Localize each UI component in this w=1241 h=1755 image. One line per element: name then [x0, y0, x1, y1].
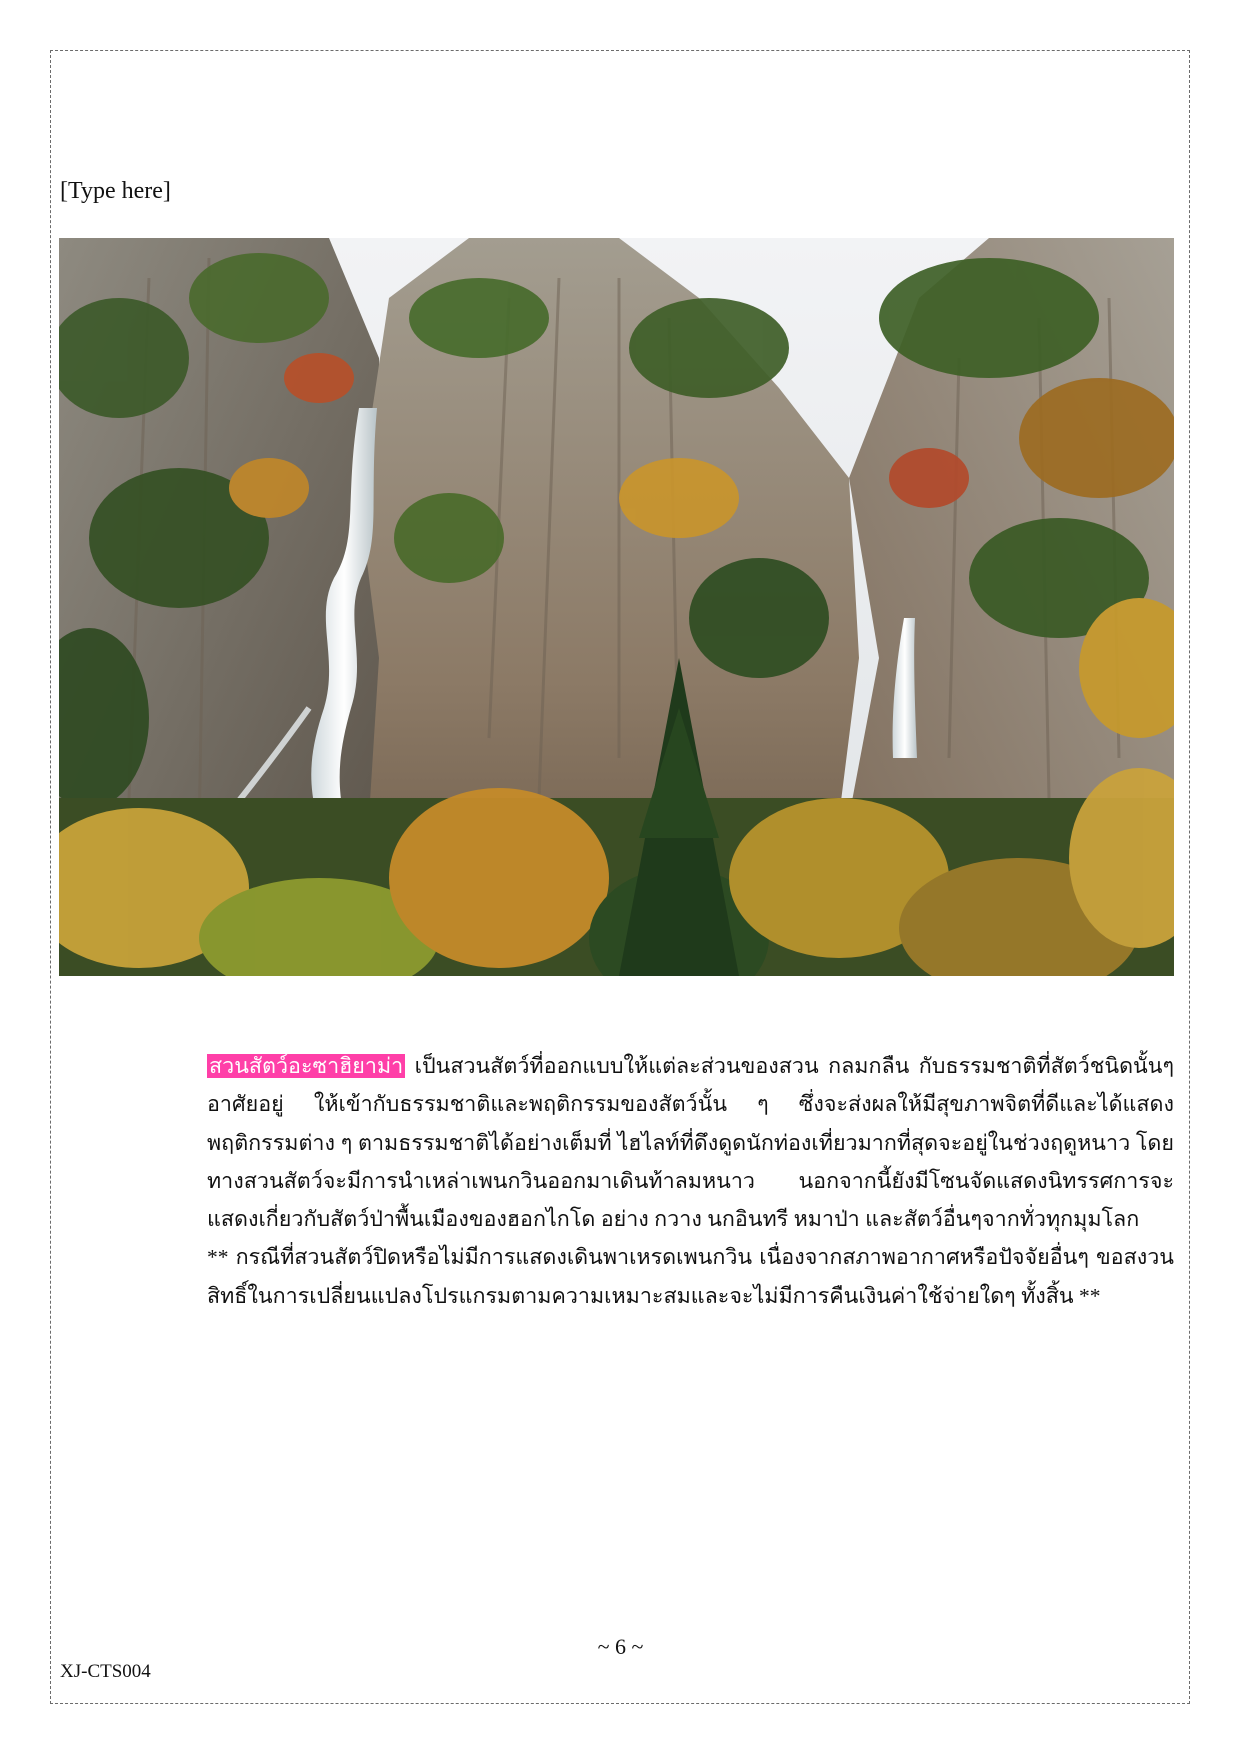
header-placeholder: [Type here] [60, 178, 171, 204]
paragraph-body: เป็นสวนสัตว์ที่ออกแบบให้แต่ละส่วนของสวน กลมกลืน กับธรรมชาติที่สัตว์ชนิดนั้นๆ อาศัยอยู่ ให้เข้ากับธรรมชาติและพฤติกรรมของสัตว์นั้น ๆ ซึ่งจะส่งผลให้มีสุขภาพจิตที่ดีและได้แสดงพฤติกรรมต่าง ๆ ตามธรรมชาติได้อย่างเต็มที่ ไฮไลท์ที่ดึงดูดนักท่องเที่ยวมากที่สุดจะอยู่ในช่วงฤดูหนาว โดยทางสวนสัตว์จะมีการนำเหล่าเพนกวินออกมาเดินท้าลมหนาว นอกจากนี้ยังมีโซนจัดแสดงนิทรรศการจะแสดงเกี่ยวกับสัตว์ป่าพื้นเมืองของฮอกไกโด อย่าง กวาง นกอินทรี หมาป่า และสัตว์อื่นๆจากทั่วทุกมุมโลก [207, 1054, 1174, 1232]
description-text [207, 1047, 1174, 1315]
waterfall-photo [59, 238, 1174, 976]
highlighted-zoo-name: สวนสัตว์อะซาฮิยาม่า [209, 1054, 404, 1078]
description-paragraph [207, 1047, 1174, 1238]
waterfall-illustration [59, 238, 1174, 976]
document-code: XJ-CTS004 [60, 1661, 151, 1682]
disclaimer-note: ** กรณีที่สวนสัตว์ปิดหรือไม่มีการแสดงเดินพาเหรดเพนกวิน เนื่องจากสภาพอากาศหรือปัจจัยอื่นๆ ขอสงวนสิทธิ์ในการเปลี่ยนแปลงโปรแกรมตามความเหมาะสมและจะไม่มีการคืนเงินค่าใช้จ่ายใดๆ ทั้งสิ้น ** [207, 1245, 1174, 1308]
page-number: ~ 6 ~ [597, 1634, 644, 1659]
